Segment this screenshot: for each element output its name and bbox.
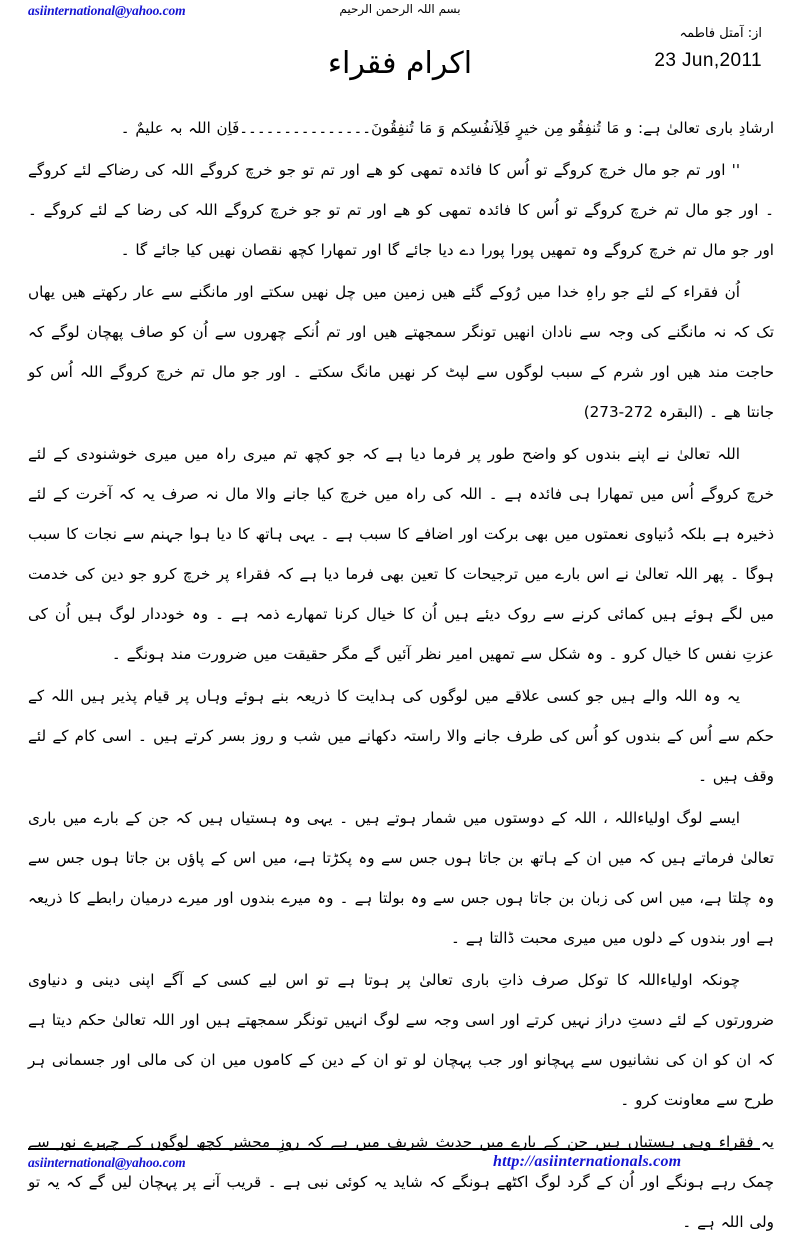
- footer-website-url[interactable]: http://asiinternationals.com: [493, 1153, 682, 1170]
- bismillah-text: بسم اللہ الرحمن الرحیم: [339, 2, 461, 16]
- publication-date: 23 Jun,2011: [654, 50, 762, 71]
- page-footer: [0, 1140, 800, 1200]
- footer-email-address[interactable]: asiinternational@yahoo.com: [28, 1155, 186, 1170]
- paragraph-translation-1: '' اور تم جو مال خرچ کروگے تو اُس کا فائدہ تمھی کو ھے اور تم تو جو خرچ کروگے اللہ کی رضاکے لئے کروگے ۔ اور جو مال تم خرچ کروگے تو اُس کا فائدہ تمھی کو ھے اور تم تو جو خرچ کروگے اللہ کی رضا کے لئے کروگے ۔ اور جو مال تم خرچ کروگے وہ تمھیں پورا پورا دے دیا جائے گا اور تمھارا کچھ نقصان نھیں کیا جائے گا ۔: [28, 161, 774, 259]
- author-byline: از: آمتل فاطمہ: [679, 26, 762, 41]
- paragraph-body-4: چونکہ اولیاءاللہ کا توکل صرف ذاتِ باری تعالیٰ پر ہوتا ہے تو اس لیے کسی کے آگے اپنی دینی و دنیاوی ضرورتوں کے لئے دستِ دراز نہیں کرتے اور اسی وجہ سے لوگ انہیں تونگر سمجھتے ہیں اور اللہ تعالیٰ حکم دیتا ہے کہ ان کو ان کی نشانیوں سے پہچانو اور جب پہچان لو تو ان کے دین کے کاموں میں ان کی مالی اور جسمانی ہر طرح سے معاونت کرو ۔: [28, 971, 774, 1109]
- header-email-address[interactable]: asiinternational@yahoo.com: [28, 3, 186, 18]
- paragraph-translation-2: اُن فقراء کے لئے جو راہِ خدا میں رُوکے گئے ھیں زمین میں چل نھیں سکتے اور مانگنے سے عار رکھتے ھیں یھاں تک کہ نہ مانگنے کی وجہ سے نادان انھیں تونگر سمجھتے ھیں اور تم اُنکے چھروں سے اُن کو صاف پھچان لوگے کہ حاجت مند ھیں اور شرم کے سبب لوگوں سے لپٹ کر نھیں مانگ سکتے ۔ اور جو مال تم خرچ کروگے اللہ اُس کو جانتا ھے ۔ (البقرہ 272-273): [28, 283, 774, 421]
- footer-divider: [28, 1148, 760, 1150]
- paragraph-body-1: اللہ تعالیٰ نے اپنے بندوں کو واضح طور پر فرما دیا ہے کہ جو کچھ تم میری راہ میں میری خوشنودی کے لئے خرچ کروگے اُس میں تمھارا ہی فائدہ ہے ۔ اللہ کی راہ میں خرچ کیا جانے والا مال نہ صرف یہ کہ آخرت کے لئے ذخیرہ ہے بلکہ دُنیاوی نعمتوں میں بھی برکت اور اضافے کا سبب ہے ۔ یہی ہاتھ کا دیا ہوا جہنم سے نجات کا سبب ہوگا ۔ پھر اللہ تعالیٰ نے اس بارے میں ترجیحات کا تعین بھی فرما دیا ہے کہ فقراء پر خرچ کرو جو دین کی خدمت میں لگے ہوئے ہیں کمائی کرنے سے روک دیئے ہیں اُن کا خیال کرنا تمھارے ذمہ ہے ۔ وہ خوددار لوگ ہیں اُن کی عزتِ نفس کا خیال کرو ۔ وہ شکل سے تمھیں امیر نظر آئیں گے مگر حقیقت میں ضرورت مند ہونگے ۔: [28, 445, 774, 663]
- paragraph-body-2: یہ وہ اللہ والے ہیں جو کسی علاقے میں لوگوں کی ہدایت کا ذریعہ بنے ہوئے وہاں پر قیام پذیر ہیں اللہ کے حکم سے اُس کے بندوں کو اُس کی طرف جانے والا راستہ دکھانے میں شب و روز بسر کرتے ہیں ۔ اسی کام کے لئے وقف ہیں ۔: [28, 687, 774, 785]
- page-title: اکرام فقراء: [327, 46, 473, 81]
- page-header: [0, 0, 800, 100]
- paragraph-body-3: ایسے لوگ اولیاءاللہ ، اللہ کے دوستوں میں شمار ہوتے ہیں ۔ یہی وہ ہستیاں ہیں کہ جن کے بارے میں باری تعالیٰ فرماتے ہیں کہ میں ان کے ہاتھ بن جاتا ہوں جس سے وہ پکڑتا ہے، میں اس کے پاؤں بن جاتا ہوں جس سے وہ چلتا ہے، میں اس کی زبان بن جاتا ہوں جس سے وہ بولتا ہے ۔ وہ میرے بندوں اور میرے درمیان رابطے کا ذریعہ ہے اور بندوں کے دلوں میں میری محبت ڈالتا ہے ۔: [28, 809, 774, 947]
- paragraph-verse-intro: ارشادِ باری تعالیٰ ہے: و مَا تُنفِقُو مِن خیرٍ فَلِاَنفُسِکم وَ مَا تُنفِقُونَ۔۔۔۔۔۔۔۔۔۔۔۔۔۔۔فَاِن اللہ بہ علیمٌ ۔: [120, 119, 774, 137]
- paragraph-body-5: یہ فقراء وہی ہستیاں ہیں جن کے بارے میں حدیث شریف میں ہے کہ روزِ محشر کچھ لوگوں کے چہرے نور سے چمک رہے ہونگے اور اُن کے گرد لوگ اکٹھے ہونگے کہ شاید یہ کوئی نبی ہے ۔ قریب آنے پر پہچان لیں گے کہ یہ تو ولی اللہ ہے ۔: [28, 1133, 774, 1231]
